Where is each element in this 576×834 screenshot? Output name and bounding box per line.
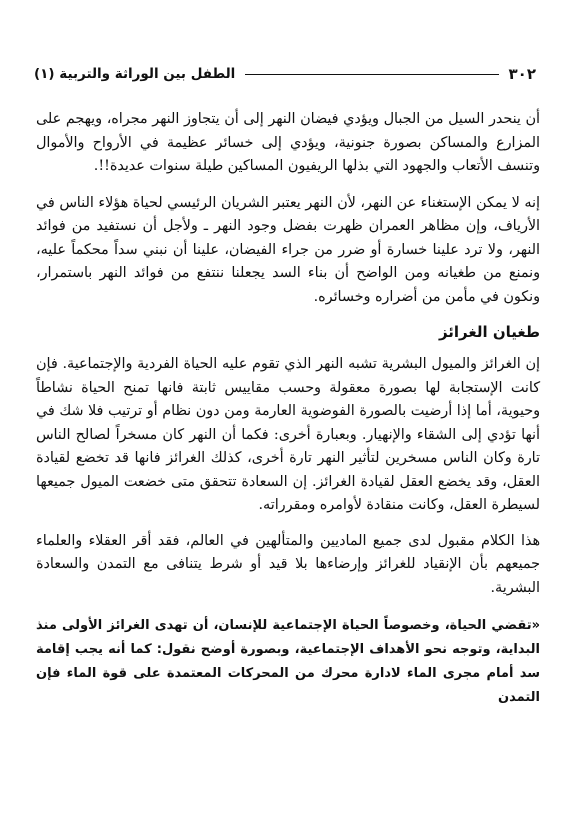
page-header xyxy=(34,62,536,86)
paragraph-instincts: إن الغرائز والميول البشرية تشبه النهر الذي تقوم عليه الحياة الفردية والإجتماعية. فإن كانت الإستجابة لها بصورة معقولة وحسب مقاييس ثابتة فانها تمنح الحياة نشاطاً وحيوية، أما إذا أرضيت بالصورة الفوضوية العارمة ومن دون نظام أو ترتيب فلا شك في أنها تؤدي إلى الشقاء والإنهيار. وبعبارة أخرى: فكما أن النهر كان مسخراً لصالح الناس تارة وكان الناس مسخرين لتأثير النهر تارة أخرى، كذلك الغرائز فانها قد تخضع لقيادة العقل، وقد يخضع العقل لقيادة الغرائز. إن السعادة تتحقق متى خضعت الميول جميعها لسيطرة العقل، وكانت منقادة لأوامره ومقرراته. xyxy=(36,356,540,513)
page-number: ٣٠٢ xyxy=(508,65,536,83)
header-rule xyxy=(245,74,498,75)
section-heading: طغيان الغرائز xyxy=(438,323,540,341)
paragraph-river-dam: إنه لا يمكن الإستغناء عن النهر، لأن النهر يعتبر الشريان الرئيسي لحياة هؤلاء الناس في الأرياف، وإن مظاهر العمران ظهرت بفضل وجود النهر ـ ولأجل أن نستفيد من فوائد النهر، ولا ترد علينا خسارة أو ضرر من جراء الفيضان، علينا أن نبني سداً محكماً عليه، ونمنع من طغيانه ومن الواضح أن بناء السد يجعلنا ننتفع من فوائد النهر باستمرار، ونكون في مأمن من أضراره وخسائره. xyxy=(36,194,540,305)
running-title: الطفل بين الوراثة والتربية (١) xyxy=(34,66,236,82)
paragraph-river-flood: أن ينحدر السيل من الجبال ويؤدي فيضان النهر إلى أن يتجاوز النهر مجراه، ويهجم على المزارع والمساكن بصورة جنونية، ويؤدي إلى خسائر عظيمة في الأرواح والأموال وتنسف الأتعاب والجهود التي بذلها الريفيون المساكين طيلة سنوات عديدة!!. xyxy=(36,111,540,174)
block-quote: «تقضي الحياة، وخصوصاً الحياة الإجتماعية للإنسان، أن تهدى الغرائز الأولى منذ البداية، وتوجه نحو الأهداف الإجتماعية، وبصورة أوضح نقول: كما أنه يجب إقامة سد أمام مجرى الماء لادارة محرك من المحركات المعتمدة على قوة الماء فإن التمدن xyxy=(36,618,540,705)
page-body xyxy=(36,108,540,710)
paragraph-consensus: هذا الكلام مقبول لدى جميع الماديين والمتألهين في العالم، فقد أقر العقلاء والعلماء جميعهم بأن الإنقياد للغرائز وإرضاءها بلا قيد أو شرط يتنافى مع التمدن والسعادة البشرية. xyxy=(36,532,540,596)
